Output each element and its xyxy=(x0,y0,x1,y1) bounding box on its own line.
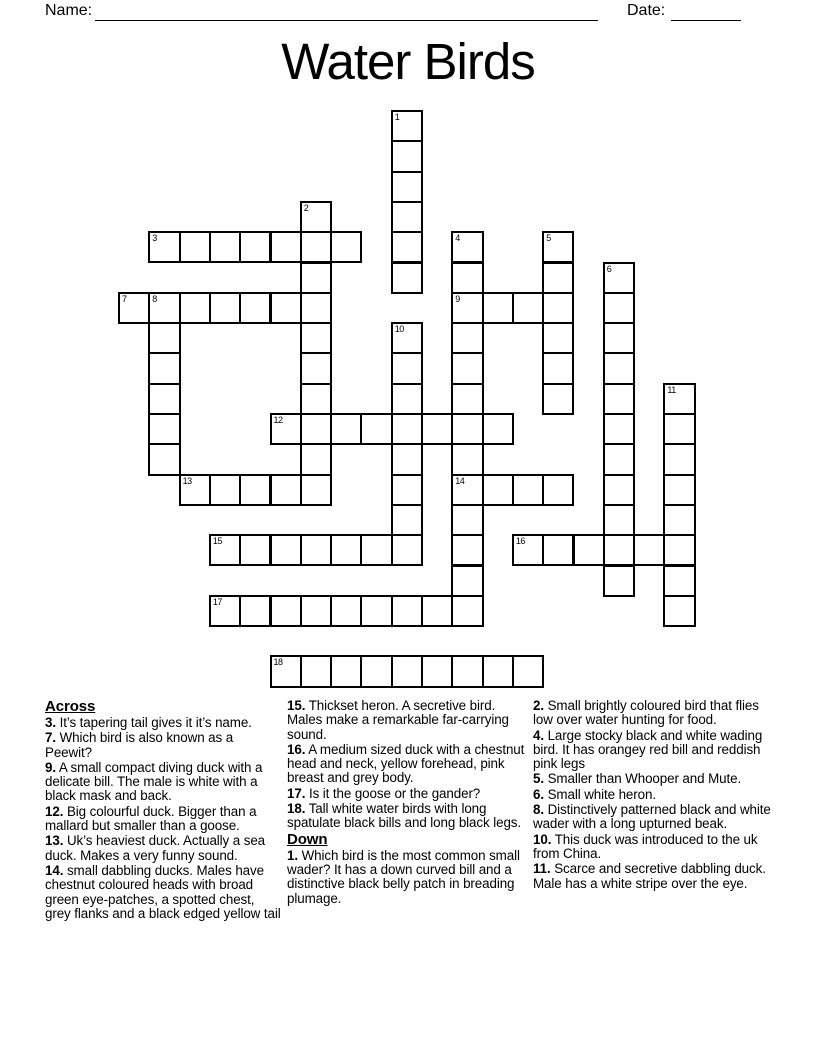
grid-cell[interactable] xyxy=(330,595,362,627)
grid-cell[interactable] xyxy=(270,292,302,324)
grid-cell[interactable] xyxy=(179,231,211,263)
grid-cell[interactable] xyxy=(360,595,392,627)
grid-cell[interactable] xyxy=(330,655,362,687)
clue-across-13: 13. Uk’s heaviest duck. Actually a sea duck. Makes a very funny sound. xyxy=(45,833,266,863)
clue-down-8: 8. Distinctively patterned black and white wader with a long upturned beak. xyxy=(533,802,771,832)
clue-number-label: 6. xyxy=(533,786,544,802)
clue-down-4: 4. Large stocky black and white wading bird. It has orangey red bill and reddish pink legs xyxy=(533,727,763,772)
grid-cell[interactable] xyxy=(300,474,332,506)
grid-cell[interactable] xyxy=(391,322,423,354)
clue-across-9: 9. A small compact diving duck with a delicate bill. The male is white with a black mask and back. xyxy=(45,759,263,804)
grid-cell[interactable] xyxy=(148,322,180,354)
grid-cell[interactable] xyxy=(451,292,483,324)
grid-cell[interactable] xyxy=(270,534,302,566)
grid-cell[interactable] xyxy=(421,595,453,627)
clue-number-label: 2. xyxy=(533,698,544,713)
grid-cell[interactable] xyxy=(209,534,241,566)
clue-down-11: 11. Scarce and secretive dabbling duck. Male has a white stripe over the eye. xyxy=(533,861,766,891)
grid-cell-number: 4 xyxy=(455,233,460,244)
clue-down-2: 2. Small brightly coloured bird that flies low over water hunting for food. xyxy=(533,698,759,728)
grid-cell[interactable] xyxy=(330,413,362,445)
grid-cell[interactable] xyxy=(663,443,695,475)
grid-cell[interactable] xyxy=(542,262,574,294)
grid-cell[interactable] xyxy=(482,413,514,445)
grid-cell[interactable] xyxy=(239,534,271,566)
grid-cell[interactable] xyxy=(663,504,695,536)
grid-cell[interactable] xyxy=(542,322,574,354)
grid-cell[interactable] xyxy=(391,443,423,475)
clue-across-15: 15. Thickset heron. A secretive bird. Males make a remarkable far-carrying sound. xyxy=(287,698,509,742)
grid-cell[interactable] xyxy=(300,231,332,263)
grid-cell[interactable] xyxy=(512,292,544,324)
grid-cell[interactable] xyxy=(451,443,483,475)
grid-cell[interactable] xyxy=(300,534,332,566)
grid-cell[interactable] xyxy=(451,565,483,597)
clue-number-label: 16. xyxy=(287,741,306,757)
clue-across-18: 18. Tall white water birds with long spatulate black bills and long black legs. xyxy=(287,801,522,831)
puzzle-title: Water Birds xyxy=(281,33,535,90)
grid-cell[interactable] xyxy=(300,413,332,445)
grid-cell[interactable] xyxy=(270,655,302,687)
grid-cell[interactable] xyxy=(542,292,574,324)
clue-number-label: 9. xyxy=(45,759,56,775)
grid-cell-number: 14 xyxy=(455,475,465,486)
grid-cell[interactable] xyxy=(663,595,695,627)
grid-cell[interactable] xyxy=(179,292,211,324)
grid-cell[interactable] xyxy=(209,292,241,324)
clue-down-10: 10. This duck was introduced to the uk from China. xyxy=(533,831,758,861)
clue-number-label: 15. xyxy=(287,698,306,713)
grid-cell[interactable] xyxy=(300,352,332,384)
clue-number-label: 8. xyxy=(533,802,544,818)
clue-across-17: 17. Is it the goose or the gander? xyxy=(287,785,481,801)
grid-cell[interactable] xyxy=(239,292,271,324)
grid-cell[interactable] xyxy=(663,565,695,597)
grid-cell[interactable] xyxy=(451,322,483,354)
clue-number-label: 14. xyxy=(45,862,64,878)
grid-cell[interactable] xyxy=(451,231,483,263)
clue-column-down xyxy=(533,699,773,892)
grid-cell[interactable] xyxy=(603,262,635,294)
grid-cell-number: 12 xyxy=(273,415,283,425)
grid-cell[interactable] xyxy=(603,504,635,536)
grid-cell[interactable] xyxy=(209,595,241,627)
clue-across-14: 14. small dabbling ducks. Males have chestnut coloured heads with broad green eye-patches, a spotted chest, grey flanks and a black edged yellow tail xyxy=(45,862,281,921)
grid-cell[interactable] xyxy=(603,413,635,445)
grid-cell[interactable] xyxy=(603,534,635,566)
grid-cell-number: 15 xyxy=(212,536,222,547)
grid-cell[interactable] xyxy=(542,231,574,263)
grid-cell[interactable] xyxy=(663,534,695,566)
clue-column-middle xyxy=(287,699,527,907)
clue-number-label: 12. xyxy=(45,803,64,819)
grid-cell[interactable] xyxy=(391,534,423,566)
grid-cell-number: 5 xyxy=(546,233,551,244)
grid-cell[interactable] xyxy=(239,474,271,506)
grid-cell-number: 1 xyxy=(394,112,400,122)
clue-number-label: 11. xyxy=(533,861,551,877)
grid-cell[interactable] xyxy=(360,655,392,687)
grid-cell[interactable] xyxy=(360,534,392,566)
grid-cell[interactable] xyxy=(148,383,180,415)
grid-cell[interactable] xyxy=(542,474,574,506)
clue-number-label: 3. xyxy=(45,715,56,730)
grid-cell[interactable] xyxy=(330,534,362,566)
grid-cell[interactable] xyxy=(512,534,544,566)
grid-cell[interactable] xyxy=(482,655,514,687)
grid-cell[interactable] xyxy=(300,201,332,233)
grid-cell[interactable] xyxy=(542,352,574,384)
grid-cell[interactable] xyxy=(603,443,635,475)
clue-number-label: 17. xyxy=(287,785,306,801)
grid-cell[interactable] xyxy=(451,534,483,566)
grid-cell[interactable] xyxy=(482,292,514,324)
grid-cell[interactable] xyxy=(391,262,423,294)
clue-number-label: 5. xyxy=(533,771,544,787)
grid-cell[interactable] xyxy=(603,565,635,597)
grid-cell[interactable] xyxy=(209,474,241,506)
grid-cell[interactable] xyxy=(391,110,423,142)
grid-cell-number: 8 xyxy=(152,293,157,304)
crossword-grid xyxy=(118,110,696,688)
grid-cell[interactable] xyxy=(391,504,423,536)
grid-cell[interactable] xyxy=(482,474,514,506)
grid-cell[interactable] xyxy=(451,383,483,415)
grid-cell[interactable] xyxy=(148,292,180,324)
grid-cell-number: 13 xyxy=(182,475,192,486)
grid-cell[interactable] xyxy=(633,534,665,566)
grid-cell[interactable] xyxy=(603,292,635,324)
clue-across-7: 7. Which bird is also known as a Peewit? xyxy=(45,730,234,760)
grid-cell[interactable] xyxy=(300,292,332,324)
grid-cell-number: 17 xyxy=(212,596,222,607)
grid-cell[interactable] xyxy=(573,534,605,566)
grid-cell[interactable] xyxy=(451,352,483,384)
grid-cell[interactable] xyxy=(451,655,483,687)
grid-cell[interactable] xyxy=(603,352,635,384)
down-heading: Down xyxy=(287,830,328,848)
grid-cell[interactable] xyxy=(300,655,332,687)
grid-cell[interactable] xyxy=(451,474,483,506)
clue-number-label: 4. xyxy=(533,727,544,743)
grid-cell[interactable] xyxy=(542,383,574,415)
grid-cell[interactable] xyxy=(451,595,483,627)
grid-cell[interactable] xyxy=(391,352,423,384)
grid-cell[interactable] xyxy=(391,231,423,263)
grid-cell-number: 16 xyxy=(515,536,525,547)
grid-cell[interactable] xyxy=(148,443,180,475)
clue-down-5: 5. Smaller than Whooper and Mute. xyxy=(533,771,742,787)
grid-cell[interactable] xyxy=(239,595,271,627)
grid-cell[interactable] xyxy=(391,201,423,233)
clue-across-16: 16. A medium sized duck with a chestnut head and neck, yellow forehead, pink breast and grey body. xyxy=(287,741,525,786)
grid-cell[interactable] xyxy=(300,595,332,627)
grid-cell[interactable] xyxy=(300,322,332,354)
grid-cell[interactable] xyxy=(360,413,392,445)
grid-cell[interactable] xyxy=(148,413,180,445)
clue-down-1: 1. Which bird is the most common small wader? It has a down curved bill and a distinctive black belly patch in breading plumage. xyxy=(287,847,520,906)
clue-number-label: 13. xyxy=(45,833,64,849)
grid-cell-number: 10 xyxy=(394,324,404,335)
grid-cell[interactable] xyxy=(330,231,362,263)
grid-cell-number: 7 xyxy=(122,293,127,304)
grid-cell[interactable] xyxy=(451,262,483,294)
date-blank-line[interactable] xyxy=(671,19,741,21)
clue-number-label: 18. xyxy=(287,801,306,817)
grid-cell[interactable] xyxy=(300,383,332,415)
grid-cell[interactable] xyxy=(663,474,695,506)
grid-cell-number: 3 xyxy=(152,233,157,244)
name-blank-line[interactable] xyxy=(95,19,598,21)
clue-across-3: 3. It’s tapering tail gives it it’s name. xyxy=(45,715,252,730)
grid-cell[interactable] xyxy=(603,322,635,354)
grid-cell[interactable] xyxy=(512,474,544,506)
grid-cell[interactable] xyxy=(300,443,332,475)
grid-cell[interactable] xyxy=(542,534,574,566)
clue-number-label: 10. xyxy=(533,831,552,847)
grid-cell[interactable] xyxy=(391,383,423,415)
grid-cell[interactable] xyxy=(663,383,695,415)
grid-cell[interactable] xyxy=(179,474,211,506)
grid-cell[interactable] xyxy=(270,231,302,263)
clue-across-12: 12. Big colourful duck. Bigger than a mallard but smaller than a goose. xyxy=(45,803,257,834)
grid-cell-number: 9 xyxy=(455,293,460,304)
grid-cell[interactable] xyxy=(451,413,483,445)
grid-cell[interactable] xyxy=(451,504,483,536)
grid-cell[interactable] xyxy=(421,413,453,445)
grid-cell[interactable] xyxy=(391,595,423,627)
grid-cell[interactable] xyxy=(663,413,695,445)
grid-cell[interactable] xyxy=(391,655,423,687)
grid-cell[interactable] xyxy=(603,474,635,506)
grid-cell[interactable] xyxy=(148,352,180,384)
clue-number-label: 7. xyxy=(45,730,56,746)
grid-cell[interactable] xyxy=(391,140,423,172)
date-label: Date: xyxy=(627,2,666,19)
clue-number-label: 1. xyxy=(287,847,298,863)
grid-cell-number: 2 xyxy=(303,202,309,213)
grid-cell-number: 6 xyxy=(606,263,612,274)
grid-cell[interactable] xyxy=(270,595,302,627)
grid-cell[interactable] xyxy=(391,171,423,203)
grid-cell[interactable] xyxy=(148,231,180,263)
grid-cell[interactable] xyxy=(421,655,453,687)
name-label: Name: xyxy=(45,2,93,19)
grid-cell-number: 18 xyxy=(273,657,283,668)
grid-cell[interactable] xyxy=(512,655,544,687)
grid-cell[interactable] xyxy=(270,413,302,445)
grid-cell[interactable] xyxy=(391,413,423,445)
grid-cell[interactable] xyxy=(118,292,150,324)
grid-cell[interactable] xyxy=(270,474,302,506)
grid-cell[interactable] xyxy=(391,474,423,506)
grid-cell[interactable] xyxy=(239,231,271,263)
grid-cell[interactable] xyxy=(209,231,241,263)
grid-cell[interactable] xyxy=(300,262,332,294)
across-heading: Across xyxy=(45,698,96,715)
clue-down-6: 6. Small white heron. xyxy=(533,786,656,802)
grid-cell[interactable] xyxy=(603,383,635,415)
grid-cell-number: 11 xyxy=(667,384,676,395)
clue-column-across xyxy=(45,699,283,922)
